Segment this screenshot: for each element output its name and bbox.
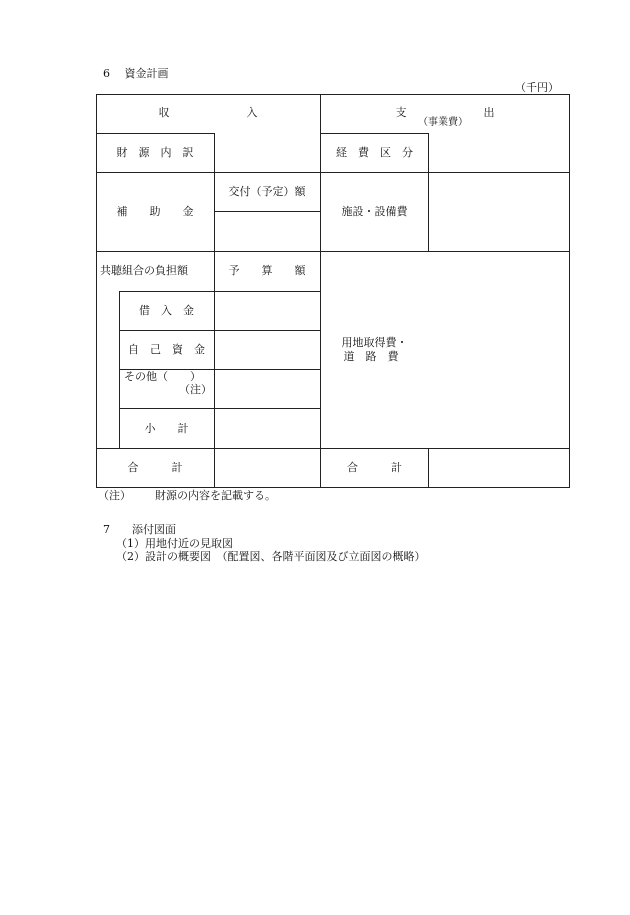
table-border-bottom	[96, 487, 570, 488]
row-line-172	[96, 172, 570, 173]
loan-label: 借 入 金	[139, 304, 194, 317]
row-line-291	[119, 291, 321, 292]
row-line-330	[119, 330, 321, 331]
table-border-top	[96, 94, 570, 95]
burden-label: 共聴組合の負担額	[100, 264, 188, 277]
row-line-251	[96, 251, 570, 252]
row-line-211	[214, 211, 321, 212]
subtotal-label: 小 計	[144, 422, 189, 435]
expense-col-divider-a	[428, 133, 429, 251]
own-funds-label: 自 己 資 金	[128, 343, 205, 356]
funding-breakdown-label: 財 源 内 訳	[116, 146, 194, 159]
land-label-line2: 道 路 費	[343, 350, 399, 363]
expense-category-label: 経 費 区 分	[336, 146, 413, 159]
row-line-133-left	[96, 133, 215, 134]
budget-label: 予 算 額	[228, 264, 306, 277]
section-7-item-1: （1）用地付近の見取図	[116, 537, 233, 550]
land-label-line1: 用地取得費・	[341, 336, 408, 349]
section-7-heading: 7 添付図面	[103, 523, 176, 536]
section-6-heading: 6 資金計画	[103, 67, 169, 80]
grant-amount-label: 交付（予定）額	[228, 185, 306, 198]
other-label: その他（ ）	[124, 370, 201, 383]
note-text: 財源の内容を記載する。	[155, 489, 276, 502]
unit-label: （千円）	[515, 81, 559, 94]
income-header: 収 入	[158, 106, 258, 119]
total-left-label: 合 計	[127, 461, 183, 474]
subsidy-label: 補 助 金	[116, 205, 194, 218]
expense-col-divider-b	[428, 448, 429, 488]
other-note: （注）	[179, 383, 212, 396]
project-cost-label: （事業費）	[418, 117, 468, 128]
row-line-133-right	[320, 133, 429, 134]
row-line-448	[96, 448, 570, 449]
note-mark: （注）	[98, 489, 131, 502]
facility-label: 施設・設備費	[341, 205, 408, 218]
section-7-item-2: （2）設計の概要図 （配置図、各階平面図及び立面図の概略）	[116, 550, 426, 563]
total-right-label: 合 計	[347, 461, 402, 474]
expense-header: 支 出	[395, 106, 495, 119]
row-line-408	[119, 408, 321, 409]
table-border-right	[569, 94, 570, 488]
